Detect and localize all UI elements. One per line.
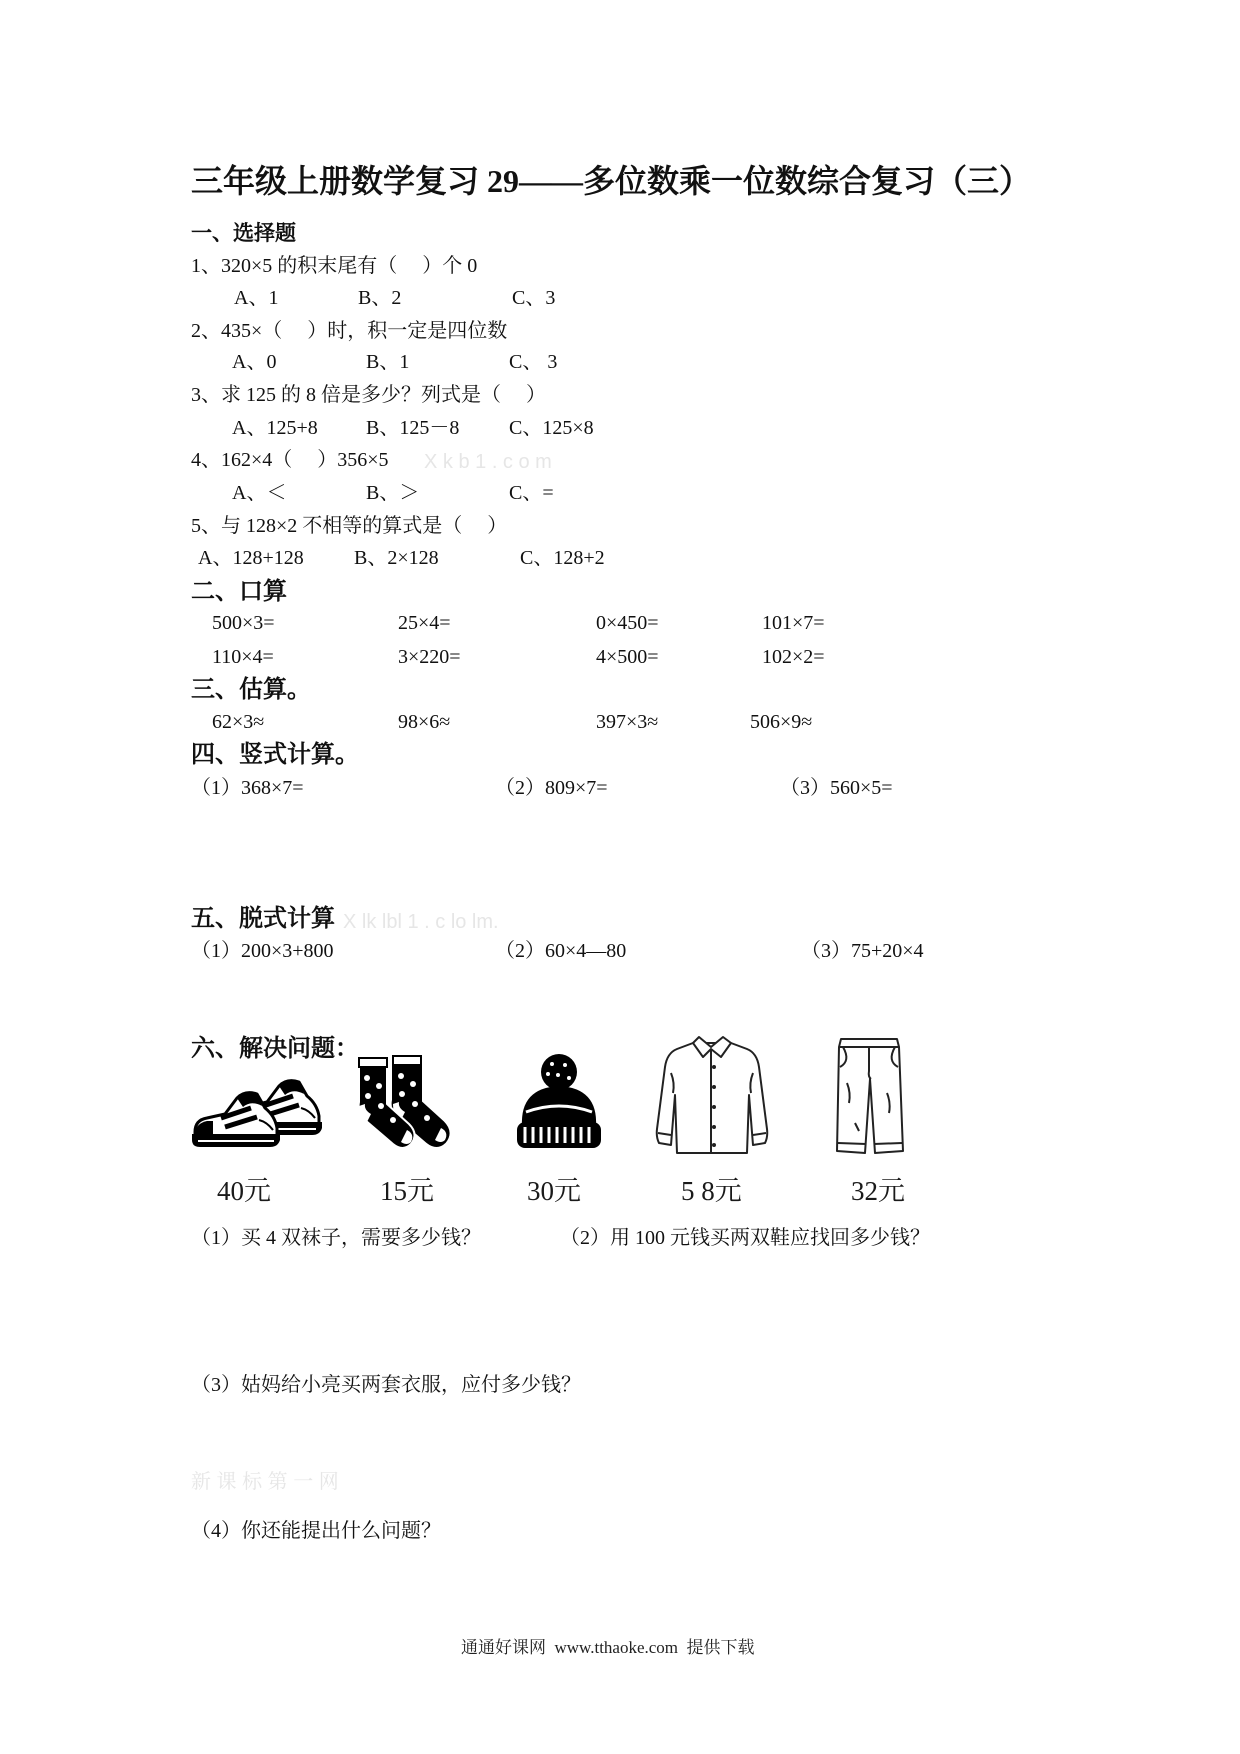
question-2-option-c: C、 3 xyxy=(509,351,558,373)
question-2-option-a: A、0 xyxy=(232,351,277,373)
word-problem-4: （4）你还能提出什么问题？ xyxy=(191,1520,441,1542)
word-problem-3: （3）姑妈给小亮买两套衣服，应付多少钱？ xyxy=(191,1374,581,1396)
stepwise-item: （3）75+20×4 xyxy=(801,940,924,962)
vertical-heading: 四、竖式计算。 xyxy=(191,741,359,768)
question-3-stem: 3、求 125 的 8 倍是多少？列式是（ ） xyxy=(191,384,546,406)
watermark-text: X lk lbl 1 . c lo lm. xyxy=(343,911,499,933)
estimate-item: 397×3≈ xyxy=(596,711,659,733)
price-hat: 30元 xyxy=(527,1176,581,1206)
sneakers-icon xyxy=(189,1074,324,1148)
socks-icon xyxy=(353,1052,459,1153)
pants-icon xyxy=(827,1033,911,1159)
oral-heading: 二、口算 xyxy=(191,578,287,605)
question-5-option-b: B、2×128 xyxy=(354,547,439,569)
oral-item: 102×2= xyxy=(762,646,825,668)
oral-item: 500×3= xyxy=(212,612,275,634)
estimate-item: 98×6≈ xyxy=(398,711,451,733)
question-3-option-b: B、125－8 xyxy=(366,417,460,439)
estimate-item: 506×9≈ xyxy=(750,711,813,733)
word-problem-2: （2）用 100 元钱买两双鞋应找回多少钱？ xyxy=(560,1227,930,1249)
question-4-option-b: B、＞ xyxy=(366,482,420,504)
watermark-text: X k b 1 . c o m xyxy=(424,451,552,473)
question-1-stem: 1、320×5 的积末尾有（ ）个 0 xyxy=(191,255,478,277)
question-4-option-c: C、= xyxy=(509,482,554,504)
question-3-option-c: C、125×8 xyxy=(509,417,594,439)
vertical-item: （3）560×5= xyxy=(780,777,893,799)
vertical-item: （1）368×7= xyxy=(191,777,304,799)
watermark-text: 新 课 标 第 一 网 xyxy=(191,1471,339,1493)
question-4-stem: 4、162×4（ ）356×5 xyxy=(191,449,389,471)
question-5-option-a: A、128+128 xyxy=(198,547,304,569)
price-socks: 15元 xyxy=(380,1176,434,1206)
question-5-option-c: C、128+2 xyxy=(520,547,605,569)
question-1-option-c: C、3 xyxy=(512,287,556,309)
oral-item: 110×4= xyxy=(212,646,274,668)
stepwise-item: （2）60×4—80 xyxy=(495,940,627,962)
price-shirt: 5 8元 xyxy=(681,1176,742,1206)
vertical-item: （2）809×7= xyxy=(495,777,608,799)
question-2-option-b: B、1 xyxy=(366,351,410,373)
question-3-option-a: A、125+8 xyxy=(232,417,318,439)
choice-heading: 一、选择题 xyxy=(191,222,296,245)
page-footer: 通通好课网 www.tthaoke.com 提供下载 xyxy=(461,1638,755,1657)
question-4-option-a: A、＜ xyxy=(232,482,287,504)
price-shoes: 40元 xyxy=(217,1176,271,1206)
shirt-icon xyxy=(647,1033,776,1159)
oral-item: 101×7= xyxy=(762,612,825,634)
estimate-item: 62×3≈ xyxy=(212,711,265,733)
problems-heading: 六、解决问题： xyxy=(191,1035,359,1062)
oral-item: 25×4= xyxy=(398,612,451,634)
question-1-option-a: A、1 xyxy=(234,287,279,309)
oral-item: 3×220= xyxy=(398,646,461,668)
price-pants: 32元 xyxy=(851,1176,905,1206)
question-1-option-b: B、2 xyxy=(358,287,402,309)
word-problem-1: （1）买 4 双袜子，需要多少钱？ xyxy=(191,1227,481,1249)
question-2-stem: 2、435×（ ）时，积一定是四位数 xyxy=(191,320,508,342)
estimate-heading: 三、估算。 xyxy=(191,676,311,703)
oral-item: 0×450= xyxy=(596,612,659,634)
question-5-stem: 5、与 128×2 不相等的算式是（ ） xyxy=(191,515,508,537)
stepwise-heading: 五、脱式计算 xyxy=(191,905,335,932)
stepwise-item: （1）200×3+800 xyxy=(191,940,334,962)
page-title: 三年级上册数学复习 29——多位数乘一位数综合复习（三） xyxy=(191,163,1032,199)
oral-item: 4×500= xyxy=(596,646,659,668)
knit-hat-icon xyxy=(510,1052,608,1153)
